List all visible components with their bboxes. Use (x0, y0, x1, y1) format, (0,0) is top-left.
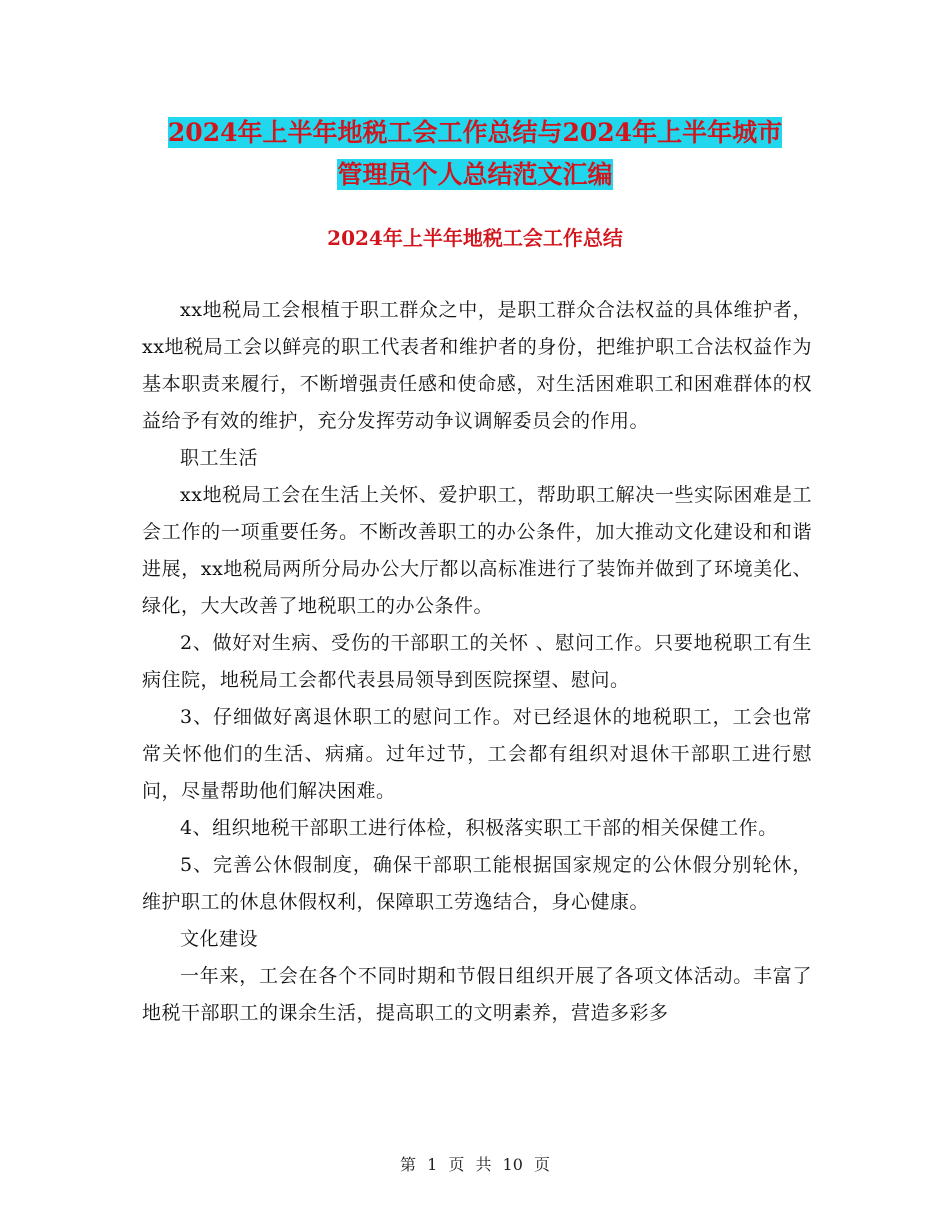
section-title: 2024年上半年地税工会工作总结 (327, 226, 623, 250)
page-footer: 第 1 页 共 10 页 (400, 1155, 550, 1174)
paragraph-intro: xx地税局工会根植于职工群众之中，是职工群众合法权益的具体维护者，xx地税局工会以鲜亮的职工代表者和维护者的身份，把维护职工合法权益作为基本职责来履行，不断增强责任感和使命感，对生活困难职工和困难群体的权益给予有效的维护，充分发挥劳动争议调解委员会的作用。 (142, 299, 812, 432)
document-body (142, 292, 812, 1032)
paragraph-item-2: 2、做好对生病、受伤的干部职工的关怀 、慰问工作。只要地税职工有生病住院，地税局工会都代表县局领导到医院探望、慰问。 (142, 632, 812, 691)
document-title (140, 112, 810, 196)
paragraph-culture: 一年来，工会在各个不同时期和节假日组织开展了各项文体活动。丰富了地税干部职工的课余生活，提高职工的文明素养，营造多彩多 (142, 965, 812, 1024)
paragraph-item-5: 5、完善公休假制度，确保干部职工能根据国家规定的公休假分别轮休，维护职工的休息休假权利，保障职工劳逸结合，身心健康。 (142, 854, 812, 913)
paragraph-item-3: 3、仔细做好离退休职工的慰问工作。对已经退休的地税职工，工会也常常关怀他们的生活、病痛。过年过节，工会都有组织对退休干部职工进行慰问，尽量帮助他们解决困难。 (142, 706, 812, 802)
paragraph-item-4: 4、组织地税干部职工进行体检，积极落实职工干部的相关保健工作。 (180, 817, 778, 839)
document-title-line-2: 管理员个人总结范文汇编 (337, 160, 613, 189)
subheading-staff-life: 职工生活 (180, 447, 259, 469)
document-title-line-1: 2024年上半年地税工会工作总结与2024年上半年城市 (167, 118, 783, 147)
subheading-culture: 文化建设 (180, 928, 259, 950)
paragraph-staff-life: xx地税局工会在生活上关怀、爱护职工，帮助职工解决一些实际困难是工会工作的一项重要任务。不断改善职工的办公条件，加大推动文化建设和和谐进展，xx地税局两所分局办公大厅都以高标准进行了装饰并做到了环境美化、绿化，大大改善了地税职工的办公条件。 (142, 484, 812, 617)
